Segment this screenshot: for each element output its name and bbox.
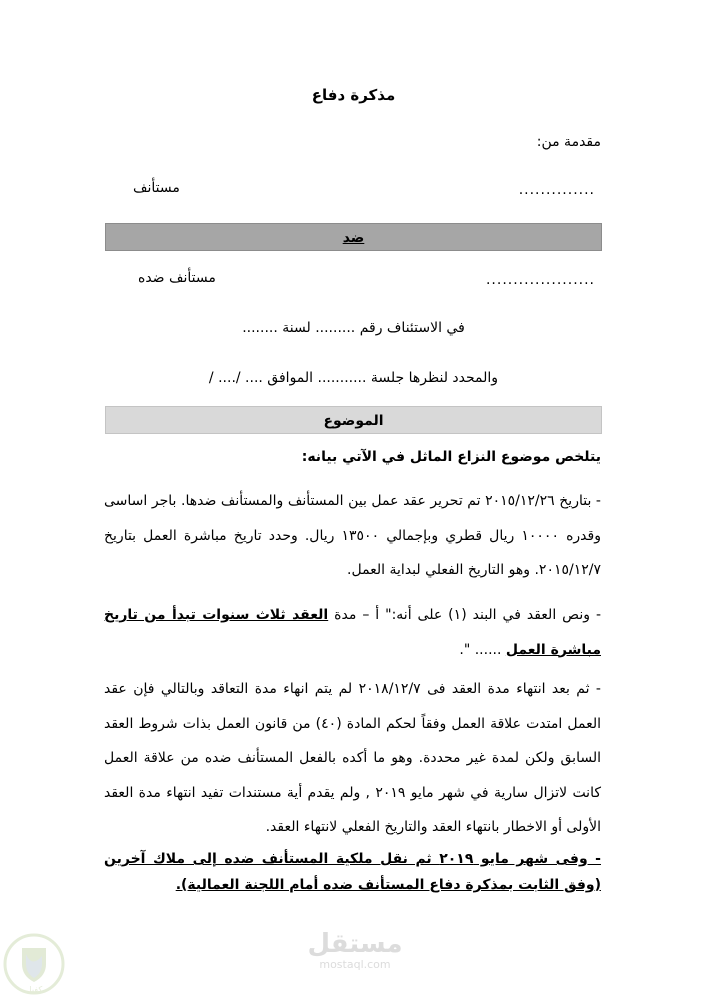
appellant-label: مستأنف [133, 180, 180, 196]
paragraph-ownership-transfer: - وفى شهر مايو ٢٠١٩ ثم نقل ملكية المستأنف ضده إلى ملاك آخرين (وفق الثابت بمذكرة دفاع المستأنف ضده أمام اللجنة العمالية). [104, 851, 601, 893]
kafeel-watermark-logo [2, 932, 66, 996]
mostaql-arabic-logo: مستقل [307, 929, 403, 959]
appellant-name-blank: .............. [518, 182, 595, 198]
mostaql-url: mostaql.com [319, 958, 391, 971]
respondent-label: مستأنف ضده [138, 270, 216, 286]
against-bar [105, 223, 602, 251]
subject-label: الموضوع [323, 413, 384, 429]
shield-icon [2, 932, 66, 996]
respondent-name-blank: .................... [485, 272, 595, 288]
subject-intro: يتلخص موضوع النزاع الماثل في الآتي بيانه: [301, 449, 601, 465]
appeal-number-line: في الاستئناف رقم ......... لسنة ........ [242, 320, 465, 336]
clause-prefix: - ونص العقد في البند (١) على أنه:" أ – مدة [334, 607, 601, 623]
paragraph-contract-extension: - ثم بعد انتهاء مدة العقد فى ٢٠١٨/١٢/٧ لم يتم انهاء مدة التعاقد وبالتالي فإن عقد العمل امتدت علاقة العمل وفقاً لحكم المادة (٤٠) من قانون العمل بذات شروط العقد السابق ولكن لمدة غير محددة. وهو ما أكده بالفعل المستأنف ضده من علاقة العمل كانت لاتزال سارية في شهر مايو ٢٠١٩ , ولم يقدم أية مستندات تفيد انتهاء مدة العقد الأولى أو الاخطار بانتهاء العقد والتاريخ الفعلي لانتهاء العقد. [104, 681, 602, 835]
clause-suffix: ...... ". [459, 641, 502, 658]
paragraph-contract-clause [104, 598, 601, 667]
document-title: مذكرة دفاع [311, 86, 396, 104]
kafeel-logo-text: كفيل [25, 985, 43, 994]
session-date-line: والمحدد لنظرها جلسة ........... الموافق .... /.... / [208, 370, 499, 386]
submitted-from-label: مقدمة من: [536, 134, 601, 150]
clause-emphasis: العقد ثلاث سنوات تبدأ من تاريخ مباشرة العمل [104, 607, 601, 658]
subject-bar [105, 406, 602, 434]
paragraph-contract-date: - بتاريخ ٢٠١٥/١٢/٢٦ تم تحرير عقد عمل بين المستأنف والمستأنف ضدها. باجر اساسى وقدره ١٠٠٠٠ ريال قطري وبإجمالي ١٣٥٠٠ ريال. وحدد تاريخ مباشرة العمل بتاريخ ٢٠١٥/١٢/٧. وهو التاريخ الفعلي لبداية العمل. [104, 493, 601, 578]
against-label: ضد [342, 230, 365, 246]
mostaql-watermark [300, 930, 410, 972]
